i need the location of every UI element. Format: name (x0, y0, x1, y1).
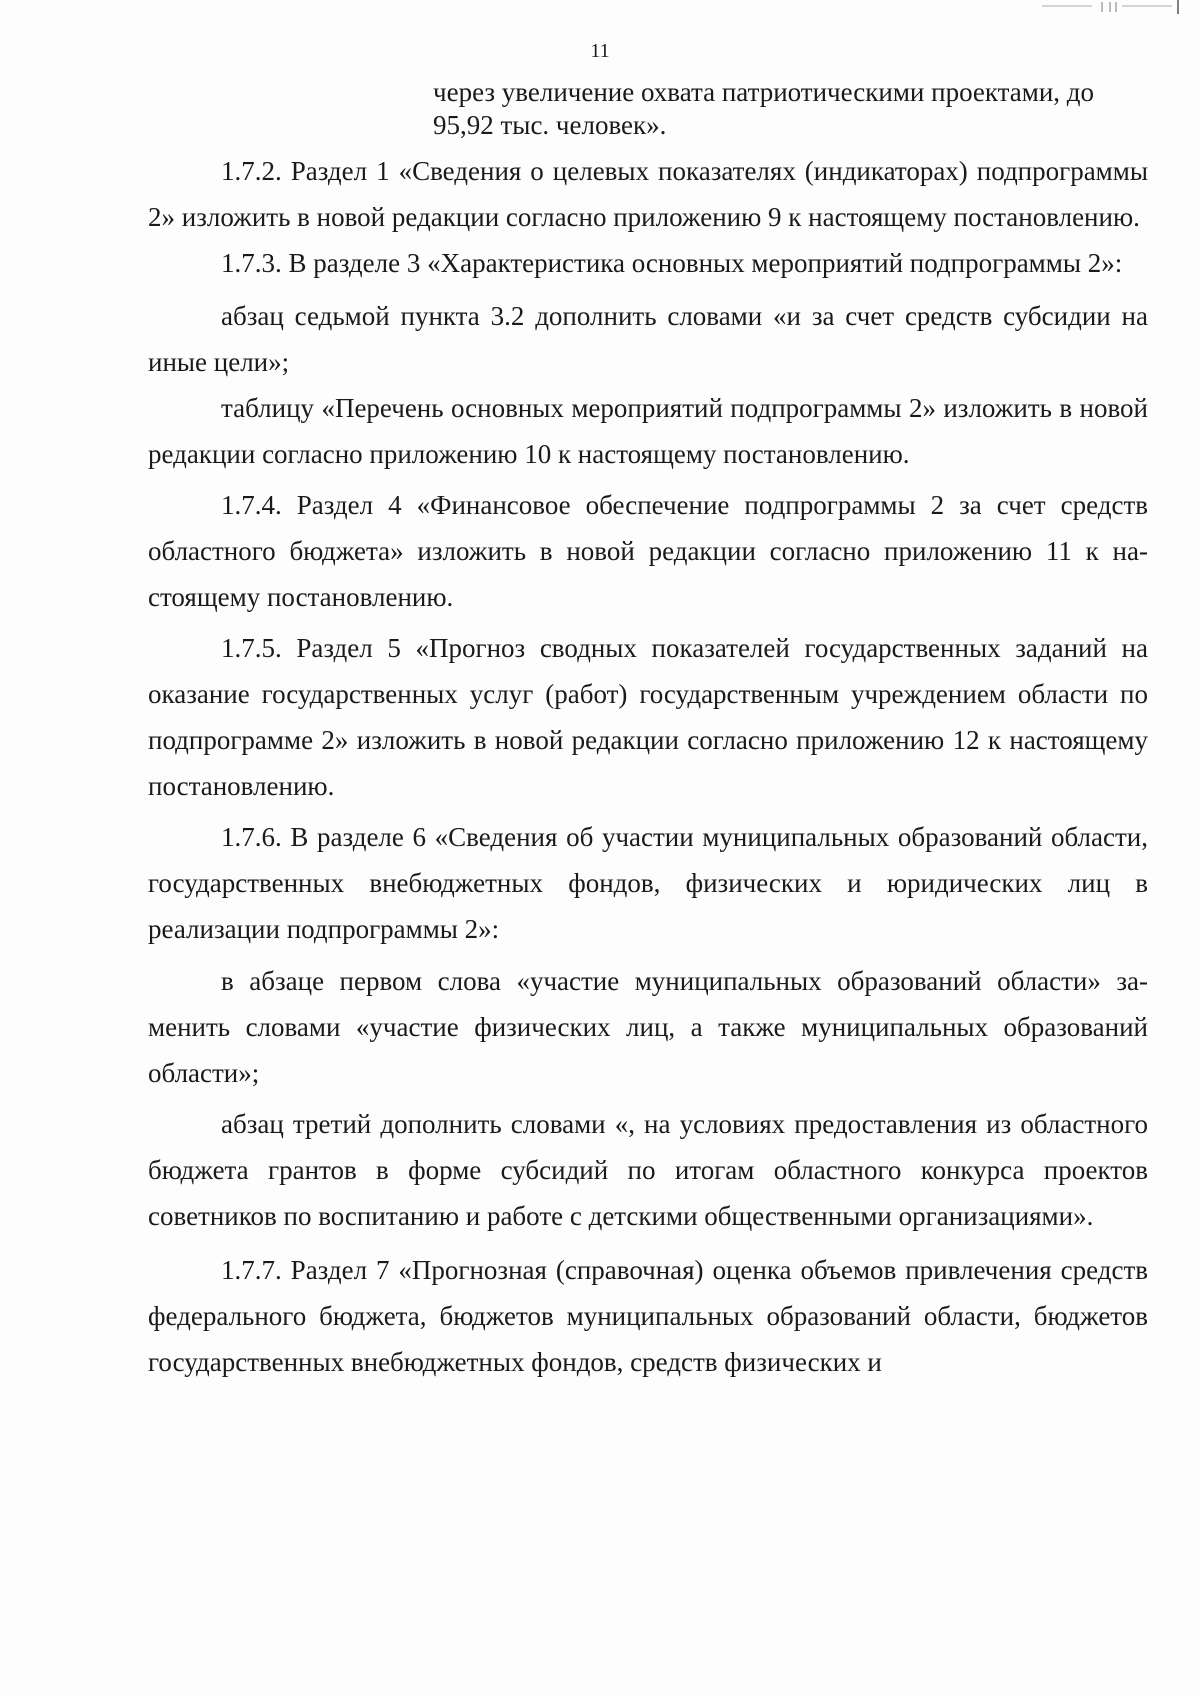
paragraph-first-abzac: в абзаце первом слова «участие муниципальных образований области» заменить словами «участие физических лиц, а также муниципальных образований области»; (148, 966, 1148, 1088)
paragraph-1-7-7: 1.7.7. Раздел 7 «Прогнозная (справочная) оценка объемов привлечения средств федерального бюджета, бюджетов муниципальных образований области, бюджетов государственных внебюджетных фондов, средств физических и (148, 1255, 1148, 1377)
paragraph-1-7-4: 1.7.4. Раздел 4 «Финансовое обеспечение подпрограммы 2 за счет средств областного бюджета» изложить в новой редакции согласно приложению 11 к настоящему постановлению. (148, 490, 1148, 612)
paragraph-1-7-5: 1.7.5. Раздел 5 «Прогноз сводных показателей государственных заданий на оказание государственных услуг (работ) государственным учреждением области по подпрограмме 2» изложить в новой редакции согласно приложению 12 к настоящему постановлению. (148, 633, 1148, 801)
paragraph-1-7-2: 1.7.2. Раздел 1 «Сведения о целевых показателях (индикаторах) подпрограммы 2» изложить в новой редакции согласно приложению 9 к настоящему постановлению. (148, 156, 1148, 232)
document-body (148, 148, 1148, 1385)
paragraph-subitem-3-2: абзац седьмой пункта 3.2 дополнить словами «и за счет средств субсидии на иные цели»; (148, 301, 1148, 377)
scan-edge-mark (1032, 0, 1182, 14)
page-number: 11 (590, 40, 610, 62)
intro-paragraph-continuation: через увеличение охвата патриотическими проектами, до 95,92 тыс. человек». (433, 77, 1095, 140)
paragraph-table-list: таблицу «Перечень основных мероприятий подпрограммы 2» изложить в новой редакции согласно приложению 10 к настоящему постановлению. (148, 393, 1148, 469)
paragraph-third-abzac: абзац третий дополнить словами «, на условиях предоставления из областного бюджета грантов в форме субсидий по итогам областного конкурса проектов советников по воспитанию и работе с детскими общественными организациями». (148, 1109, 1148, 1231)
paragraph-1-7-6: 1.7.6. В разделе 6 «Сведения об участии муниципальных образований области, государственных внебюджетных фондов, физических и юридических лиц в реализации подпрограммы 2»: (148, 822, 1148, 944)
paragraph-1-7-3: 1.7.3. В разделе 3 «Характеристика основных мероприятий подпрограммы 2»: (221, 248, 1123, 278)
